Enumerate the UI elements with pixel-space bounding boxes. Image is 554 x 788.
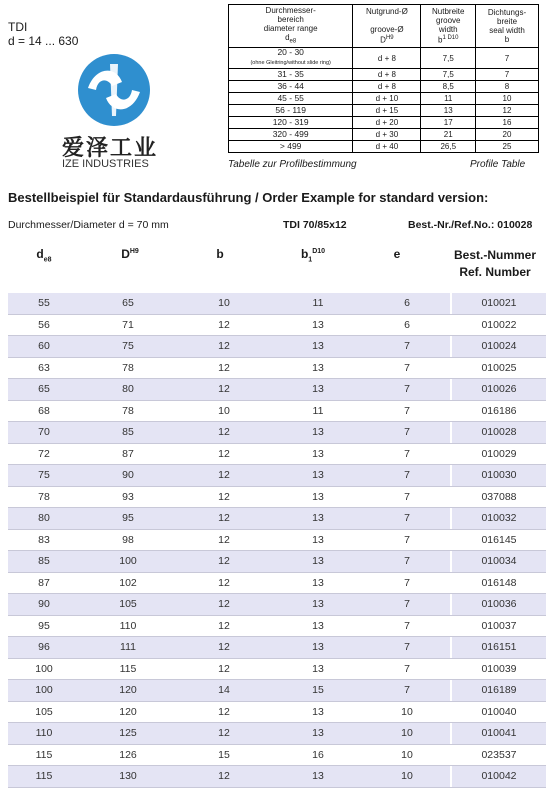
- order-ref-number: Best.-Nr./Ref.No.: 010028: [408, 219, 533, 231]
- table-cell: 6: [364, 293, 450, 314]
- table-cell: 13: [272, 508, 364, 530]
- table-cell: 12: [176, 336, 272, 358]
- table-cell: 010030: [452, 465, 546, 487]
- table-cell: 016148: [452, 572, 546, 594]
- table-cell: 010029: [452, 443, 546, 465]
- table-row: [8, 379, 546, 401]
- table-cell: 130: [80, 766, 176, 788]
- profile-cell: 25: [476, 141, 539, 153]
- table-cell: 16: [272, 744, 364, 766]
- profile-head-groove: Nutgrund-Ø groove-Ø $D^{H9}$: [353, 5, 421, 48]
- table-cell: 7: [364, 572, 450, 594]
- order-code: TDI 70/85x12: [283, 219, 347, 231]
- table-row: [8, 486, 546, 508]
- table-cell: 7: [364, 443, 450, 465]
- profile-cell: > 499: [229, 141, 353, 153]
- table-cell: 016189: [452, 680, 546, 702]
- table-row: [8, 443, 546, 465]
- order-table: [8, 293, 546, 788]
- profile-row: [229, 93, 539, 105]
- profile-cell: 320 - 499: [229, 129, 353, 141]
- col-header-D: $D^{H9}$: [121, 247, 139, 261]
- table-row: [8, 658, 546, 680]
- profile-cell: 21: [421, 129, 476, 141]
- table-cell: 7: [364, 615, 450, 637]
- profile-table-header: [229, 5, 539, 48]
- table-cell: 105: [80, 594, 176, 616]
- profile-head-seal-width: Dichtungs- breite seal width b: [476, 5, 539, 48]
- table-cell: 78: [80, 400, 176, 422]
- table-cell: 010026: [452, 379, 546, 401]
- profile-cell: 20: [476, 129, 539, 141]
- table-cell: 15: [176, 744, 272, 766]
- table-cell: 010024: [452, 336, 546, 358]
- profile-cell: 26,5: [421, 141, 476, 153]
- table-cell: 12: [176, 723, 272, 745]
- profile-caption-en: Profile Table: [470, 159, 526, 170]
- table-cell: 10: [364, 723, 450, 745]
- profile-cell: 7: [476, 48, 539, 69]
- table-cell: 10: [176, 293, 272, 314]
- table-cell: 12: [176, 508, 272, 530]
- table-row: [8, 766, 546, 788]
- table-cell: 7: [364, 422, 450, 444]
- table-cell: 7: [364, 508, 450, 530]
- table-cell: 110: [8, 723, 80, 745]
- table-cell: 010039: [452, 658, 546, 680]
- table-cell: 010028: [452, 422, 546, 444]
- profile-cell: 31 - 35: [229, 69, 353, 81]
- table-cell: 7: [364, 680, 450, 702]
- table-cell: 010022: [452, 314, 546, 336]
- table-cell: 7: [364, 400, 450, 422]
- table-row: [8, 400, 546, 422]
- profile-row: [229, 141, 539, 153]
- table-cell: 13: [272, 572, 364, 594]
- profile-cell: d + 40: [353, 141, 421, 153]
- table-row: [8, 357, 546, 379]
- product-name: TDI: [8, 20, 28, 34]
- table-cell: 83: [8, 529, 80, 551]
- table-row: [8, 723, 546, 745]
- table-cell: 13: [272, 443, 364, 465]
- table-cell: 14: [176, 680, 272, 702]
- table-row: [8, 744, 546, 766]
- table-cell: 60: [8, 336, 80, 358]
- profile-cell: d + 15: [353, 105, 421, 117]
- profile-row: [229, 117, 539, 129]
- profile-cell: 8,5: [421, 81, 476, 93]
- table-cell: 100: [80, 551, 176, 573]
- profile-cell: 8: [476, 81, 539, 93]
- table-cell: 12: [176, 357, 272, 379]
- profile-cell: d + 30: [353, 129, 421, 141]
- profile-table-body: [229, 48, 539, 153]
- order-diameter: Durchmesser/Diameter d = 70 mm: [8, 219, 169, 231]
- table-cell: 15: [272, 680, 364, 702]
- table-cell: 95: [80, 508, 176, 530]
- profile-cell: 20 - 30 (ohne Gleitring/without slide ring): [229, 48, 353, 69]
- table-cell: 126: [80, 744, 176, 766]
- table-cell: 10: [364, 701, 450, 723]
- table-cell: 7: [364, 529, 450, 551]
- profile-row: [229, 69, 539, 81]
- table-cell: 13: [272, 465, 364, 487]
- brand-name-cn: 爱泽工业: [62, 135, 159, 160]
- table-cell: 95: [8, 615, 80, 637]
- col-header-b1: $b_1^{D10}$: [300, 247, 326, 264]
- profile-cell: 12: [476, 105, 539, 117]
- table-cell: 010042: [452, 766, 546, 788]
- table-cell: 7: [364, 336, 450, 358]
- table-row: [8, 637, 546, 659]
- table-cell: 13: [272, 422, 364, 444]
- table-cell: 55: [8, 293, 80, 314]
- table-row: [8, 529, 546, 551]
- table-cell: 010021: [452, 293, 546, 314]
- table-cell: 13: [272, 615, 364, 637]
- profile-row: [229, 129, 539, 141]
- table-row: [8, 572, 546, 594]
- table-cell: 010040: [452, 701, 546, 723]
- profile-cell: 7: [476, 69, 539, 81]
- table-cell: 6: [364, 314, 450, 336]
- table-cell: 11: [272, 400, 364, 422]
- profile-head-diameter: Durchmesser- bereich diameter range $d_{e8}$: [229, 5, 353, 48]
- table-cell: 13: [272, 486, 364, 508]
- table-cell: 7: [364, 486, 450, 508]
- table-cell: 010034: [452, 551, 546, 573]
- table-cell: 13: [272, 766, 364, 788]
- table-cell: 71: [80, 314, 176, 336]
- profile-head-groove-width: Nutbreite groove width $b^{1 D10}$: [421, 5, 476, 48]
- profile-cell: 10: [476, 93, 539, 105]
- order-example-title: Bestellbeispiel für Standardausführung / Order Example for standard version:: [8, 190, 489, 205]
- table-cell: 78: [80, 357, 176, 379]
- table-cell: 13: [272, 594, 364, 616]
- table-cell: 100: [8, 658, 80, 680]
- table-cell: 65: [8, 379, 80, 401]
- table-cell: 90: [80, 465, 176, 487]
- table-cell: 016151: [452, 637, 546, 659]
- table-cell: 10: [176, 400, 272, 422]
- table-cell: 90: [8, 594, 80, 616]
- table-cell: 72: [8, 443, 80, 465]
- profile-cell: 56 - 119: [229, 105, 353, 117]
- table-cell: 010036: [452, 594, 546, 616]
- profile-note: (ohne Gleitring/without slide ring): [250, 60, 331, 66]
- profile-cell: d + 8: [353, 69, 421, 81]
- table-row: [8, 508, 546, 530]
- table-cell: 93: [80, 486, 176, 508]
- table-cell: 12: [176, 486, 272, 508]
- table-row: [8, 314, 546, 336]
- table-row: [8, 422, 546, 444]
- table-cell: 100: [8, 680, 80, 702]
- table-row: [8, 465, 546, 487]
- table-row: [8, 293, 546, 314]
- table-row: [8, 680, 546, 702]
- table-cell: 63: [8, 357, 80, 379]
- table-cell: 12: [176, 551, 272, 573]
- table-cell: 010025: [452, 357, 546, 379]
- profile-cell: 45 - 55: [229, 93, 353, 105]
- table-cell: 70: [8, 422, 80, 444]
- table-cell: 98: [80, 529, 176, 551]
- table-cell: 87: [80, 443, 176, 465]
- table-cell: 12: [176, 465, 272, 487]
- order-table-body: [8, 293, 546, 787]
- table-cell: 12: [176, 529, 272, 551]
- table-cell: 7: [364, 658, 450, 680]
- table-cell: 13: [272, 658, 364, 680]
- table-cell: 13: [272, 551, 364, 573]
- table-cell: 13: [272, 529, 364, 551]
- table-cell: 12: [176, 766, 272, 788]
- table-cell: 12: [176, 615, 272, 637]
- table-cell: 120: [80, 680, 176, 702]
- table-row: [8, 551, 546, 573]
- col-header-ref: Best.-Nummer Ref. Number: [453, 248, 537, 279]
- table-cell: 13: [272, 336, 364, 358]
- table-cell: 13: [272, 357, 364, 379]
- table-cell: 13: [272, 637, 364, 659]
- table-cell: 115: [8, 744, 80, 766]
- table-cell: 68: [8, 400, 80, 422]
- table-cell: 10: [364, 766, 450, 788]
- table-cell: 12: [176, 594, 272, 616]
- profile-cell: 120 - 319: [229, 117, 353, 129]
- profile-cell: 13: [421, 105, 476, 117]
- table-cell: 12: [176, 379, 272, 401]
- profile-row: [229, 48, 539, 69]
- table-cell: 96: [8, 637, 80, 659]
- table-cell: 85: [8, 551, 80, 573]
- diameter-range: d = 14 ... 630: [8, 34, 79, 48]
- profile-cell: d + 8: [353, 48, 421, 69]
- table-cell: 115: [8, 766, 80, 788]
- table-cell: 56: [8, 314, 80, 336]
- table-cell: 12: [176, 422, 272, 444]
- table-cell: 10: [364, 744, 450, 766]
- profile-cell: d + 10: [353, 93, 421, 105]
- profile-cell: 7,5: [421, 69, 476, 81]
- table-cell: 65: [80, 293, 176, 314]
- product-header: [8, 20, 78, 48]
- table-cell: 13: [272, 379, 364, 401]
- table-cell: 80: [8, 508, 80, 530]
- profile-table: [228, 4, 539, 153]
- table-cell: 13: [272, 723, 364, 745]
- table-cell: 7: [364, 357, 450, 379]
- table-cell: 12: [176, 637, 272, 659]
- table-cell: 7: [364, 379, 450, 401]
- profile-cell: d + 8: [353, 81, 421, 93]
- profile-cell: 16: [476, 117, 539, 129]
- col-header-d: $d_{e8}$: [36, 247, 52, 264]
- table-cell: 125: [80, 723, 176, 745]
- table-row: [8, 594, 546, 616]
- table-cell: 105: [8, 701, 80, 723]
- table-cell: 12: [176, 443, 272, 465]
- profile-cell: 36 - 44: [229, 81, 353, 93]
- table-cell: 016145: [452, 529, 546, 551]
- col-header-b: b: [216, 247, 224, 261]
- table-cell: 13: [272, 701, 364, 723]
- table-cell: 75: [80, 336, 176, 358]
- table-cell: 12: [176, 658, 272, 680]
- table-cell: 010032: [452, 508, 546, 530]
- table-cell: 110: [80, 615, 176, 637]
- table-cell: 102: [80, 572, 176, 594]
- table-cell: 78: [8, 486, 80, 508]
- profile-caption: Tabelle zur Profilbestimmung: [228, 159, 357, 170]
- col-header-e: e: [393, 247, 401, 261]
- table-cell: 111: [80, 637, 176, 659]
- table-cell: 75: [8, 465, 80, 487]
- table-cell: 80: [80, 379, 176, 401]
- profile-cell: d + 20: [353, 117, 421, 129]
- table-cell: 7: [364, 551, 450, 573]
- table-cell: 115: [80, 658, 176, 680]
- profile-cell: 11: [421, 93, 476, 105]
- profile-row: [229, 81, 539, 93]
- table-cell: 7: [364, 465, 450, 487]
- table-row: [8, 615, 546, 637]
- profile-cell: 17: [421, 117, 476, 129]
- table-cell: 12: [176, 572, 272, 594]
- table-row: [8, 336, 546, 358]
- table-cell: 023537: [452, 744, 546, 766]
- table-cell: 010041: [452, 723, 546, 745]
- table-cell: 85: [80, 422, 176, 444]
- table-cell: 016186: [452, 400, 546, 422]
- profile-row: [229, 105, 539, 117]
- table-row: [8, 701, 546, 723]
- brand-name-en: IZE INDUSTRIES: [62, 158, 149, 170]
- table-cell: 12: [176, 701, 272, 723]
- table-cell: 120: [80, 701, 176, 723]
- table-cell: 12: [176, 314, 272, 336]
- table-cell: 11: [272, 293, 364, 314]
- table-cell: 010037: [452, 615, 546, 637]
- table-cell: 7: [364, 637, 450, 659]
- table-cell: 7: [364, 594, 450, 616]
- table-cell: 037088: [452, 486, 546, 508]
- profile-cell: 7,5: [421, 48, 476, 69]
- table-cell: 87: [8, 572, 80, 594]
- table-cell: 13: [272, 314, 364, 336]
